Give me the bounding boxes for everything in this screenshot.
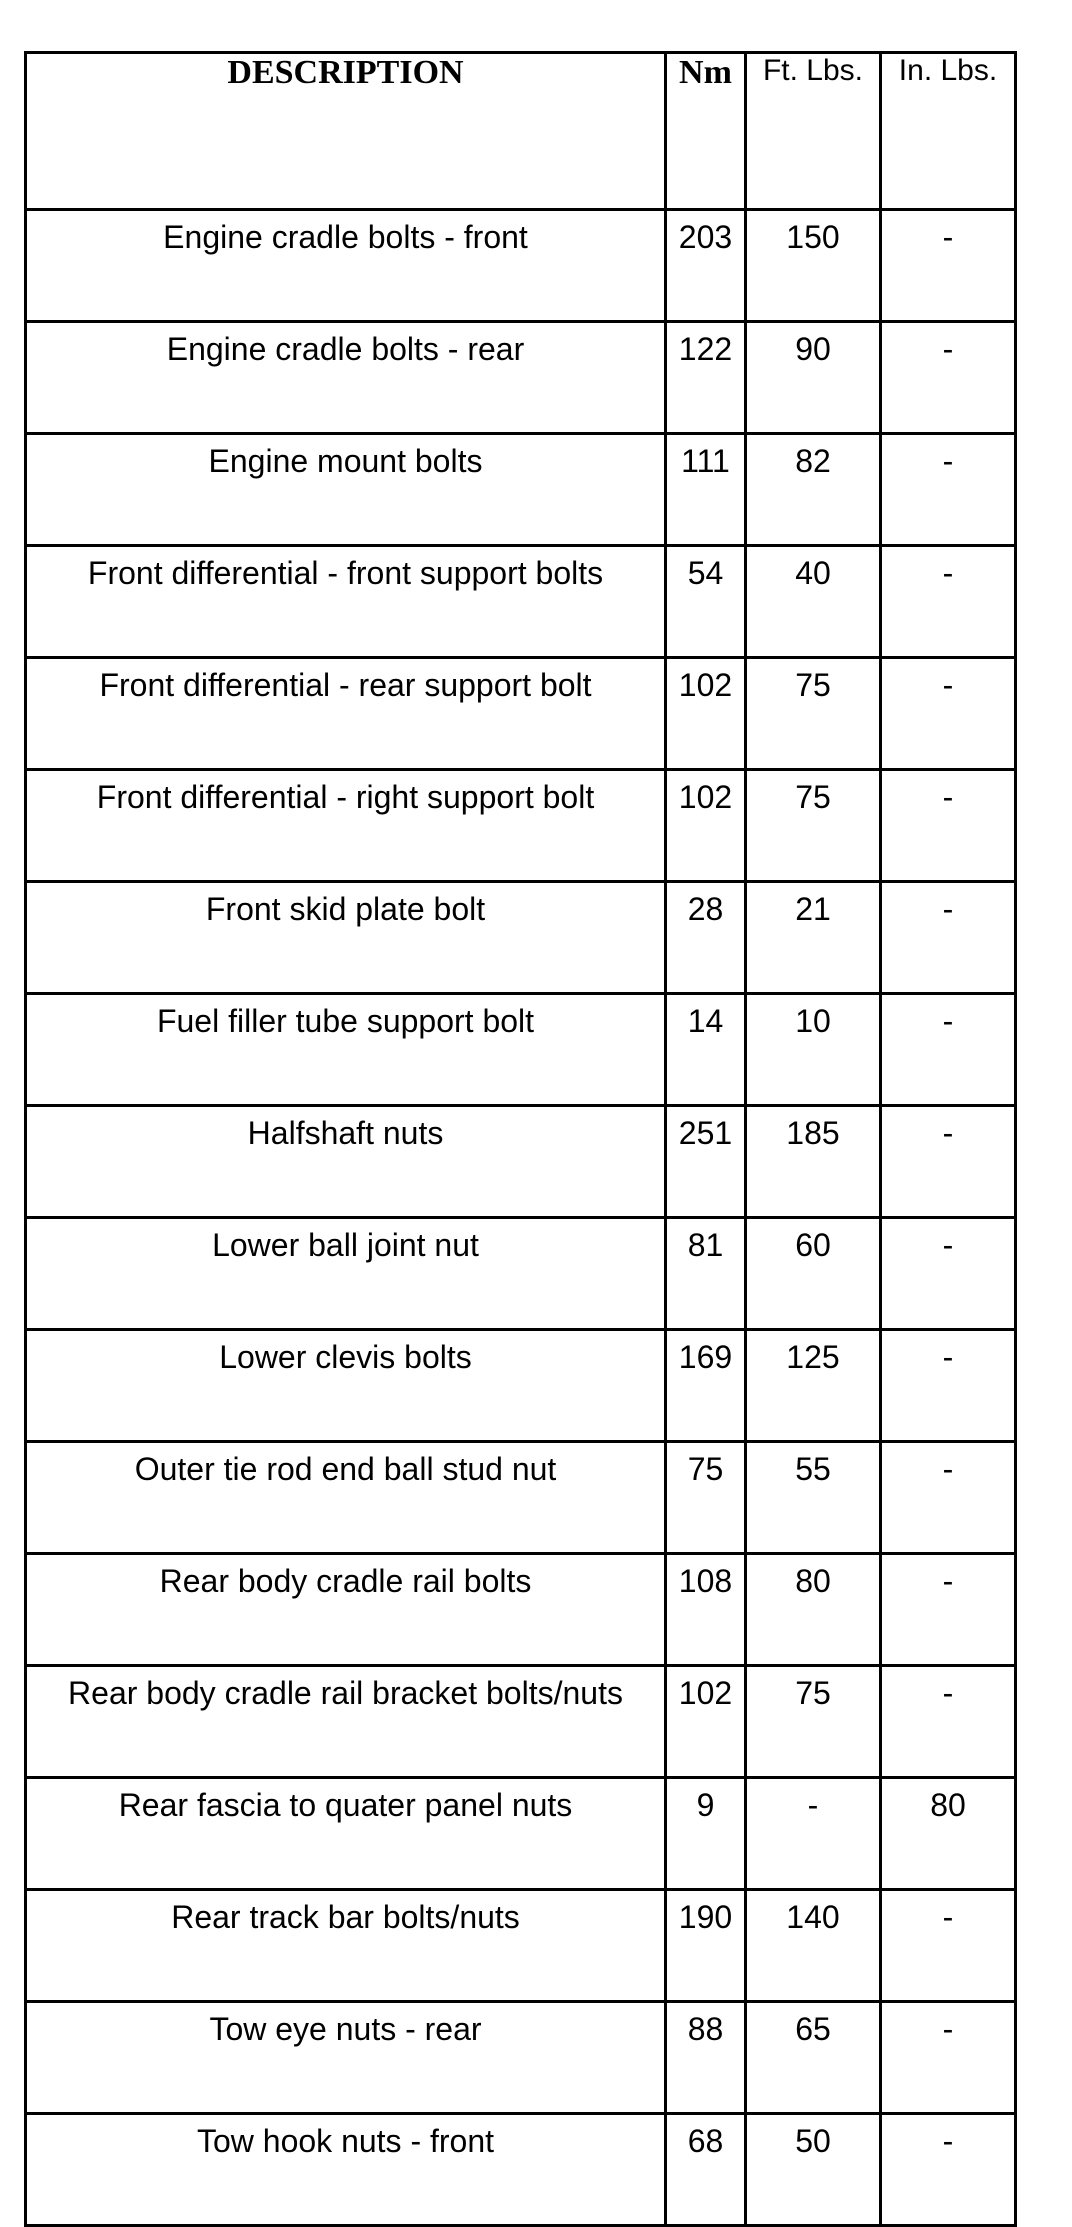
column-header-ft-lbs: Ft. Lbs. — [746, 53, 881, 210]
cell-in-lbs: - — [881, 1890, 1016, 2002]
cell-nm: 111 — [666, 434, 746, 546]
table-row — [26, 658, 1016, 770]
cell-ft-lbs: 125 — [746, 1330, 881, 1442]
cell-in-lbs: - — [881, 1330, 1016, 1442]
table-row — [26, 1218, 1016, 1330]
cell-in-lbs: - — [881, 1106, 1016, 1218]
cell-in-lbs: - — [881, 546, 1016, 658]
cell-ft-lbs: 21 — [746, 882, 881, 994]
table-body — [26, 210, 1016, 2226]
table-row — [26, 1330, 1016, 1442]
cell-ft-lbs: 60 — [746, 1218, 881, 1330]
cell-ft-lbs: 50 — [746, 2114, 881, 2226]
cell-description: Tow hook nuts - front — [26, 2114, 666, 2226]
cell-description: Rear body cradle rail bolts — [26, 1554, 666, 1666]
cell-description: Front differential - front support bolts — [26, 546, 666, 658]
cell-ft-lbs: 90 — [746, 322, 881, 434]
column-header-in-lbs: In. Lbs. — [881, 53, 1016, 210]
table-row — [26, 434, 1016, 546]
cell-in-lbs: - — [881, 1218, 1016, 1330]
cell-description: Lower ball joint nut — [26, 1218, 666, 1330]
cell-description: Engine cradle bolts - front — [26, 210, 666, 322]
cell-description: Front differential - rear support bolt — [26, 658, 666, 770]
table-row — [26, 770, 1016, 882]
cell-nm: 14 — [666, 994, 746, 1106]
cell-description: Outer tie rod end ball stud nut — [26, 1442, 666, 1554]
table-row — [26, 2002, 1016, 2114]
cell-nm: 102 — [666, 658, 746, 770]
cell-nm: 122 — [666, 322, 746, 434]
cell-in-lbs: - — [881, 2114, 1016, 2226]
column-header-nm: Nm — [666, 53, 746, 210]
cell-nm: 68 — [666, 2114, 746, 2226]
cell-description: Tow eye nuts - rear — [26, 2002, 666, 2114]
cell-ft-lbs: 185 — [746, 1106, 881, 1218]
cell-in-lbs: - — [881, 2002, 1016, 2114]
table-row — [26, 210, 1016, 322]
table-row — [26, 994, 1016, 1106]
cell-ft-lbs: 75 — [746, 1666, 881, 1778]
cell-ft-lbs: 80 — [746, 1554, 881, 1666]
table-row — [26, 1890, 1016, 2002]
cell-description: Front skid plate bolt — [26, 882, 666, 994]
table-row — [26, 1554, 1016, 1666]
cell-in-lbs: - — [881, 210, 1016, 322]
cell-in-lbs: - — [881, 1442, 1016, 1554]
cell-nm: 9 — [666, 1778, 746, 1890]
table-row — [26, 1106, 1016, 1218]
cell-description: Rear track bar bolts/nuts — [26, 1890, 666, 2002]
cell-ft-lbs: 150 — [746, 210, 881, 322]
cell-ft-lbs: 10 — [746, 994, 881, 1106]
cell-description: Fuel filler tube support bolt — [26, 994, 666, 1106]
cell-ft-lbs: 40 — [746, 546, 881, 658]
cell-in-lbs: - — [881, 1666, 1016, 1778]
column-header-description: DESCRIPTION — [26, 53, 666, 210]
cell-nm: 108 — [666, 1554, 746, 1666]
torque-spec-table — [24, 51, 1017, 2227]
cell-ft-lbs: 75 — [746, 658, 881, 770]
cell-in-lbs: - — [881, 322, 1016, 434]
cell-nm: 169 — [666, 1330, 746, 1442]
cell-in-lbs: - — [881, 1554, 1016, 1666]
cell-in-lbs: - — [881, 770, 1016, 882]
table-row — [26, 882, 1016, 994]
cell-in-lbs: - — [881, 994, 1016, 1106]
cell-description: Front differential - right support bolt — [26, 770, 666, 882]
cell-nm: 251 — [666, 1106, 746, 1218]
cell-nm: 28 — [666, 882, 746, 994]
cell-nm: 102 — [666, 770, 746, 882]
table-row — [26, 1778, 1016, 1890]
table-row — [26, 1442, 1016, 1554]
cell-description: Engine mount bolts — [26, 434, 666, 546]
header-row — [26, 53, 1016, 210]
cell-nm: 88 — [666, 2002, 746, 2114]
cell-description: Rear fascia to quater panel nuts — [26, 1778, 666, 1890]
cell-nm: 75 — [666, 1442, 746, 1554]
cell-in-lbs: 80 — [881, 1778, 1016, 1890]
cell-nm: 102 — [666, 1666, 746, 1778]
table-row — [26, 2114, 1016, 2226]
cell-ft-lbs: 140 — [746, 1890, 881, 2002]
cell-description: Halfshaft nuts — [26, 1106, 666, 1218]
cell-ft-lbs: - — [746, 1778, 881, 1890]
table-row — [26, 322, 1016, 434]
cell-nm: 81 — [666, 1218, 746, 1330]
cell-ft-lbs: 75 — [746, 770, 881, 882]
cell-ft-lbs: 55 — [746, 1442, 881, 1554]
cell-in-lbs: - — [881, 882, 1016, 994]
cell-nm: 203 — [666, 210, 746, 322]
cell-description: Rear body cradle rail bracket bolts/nuts — [26, 1666, 666, 1778]
cell-in-lbs: - — [881, 434, 1016, 546]
cell-description: Lower clevis bolts — [26, 1330, 666, 1442]
table-row — [26, 546, 1016, 658]
cell-nm: 190 — [666, 1890, 746, 2002]
cell-ft-lbs: 65 — [746, 2002, 881, 2114]
table-row — [26, 1666, 1016, 1778]
cell-ft-lbs: 82 — [746, 434, 881, 546]
cell-nm: 54 — [666, 546, 746, 658]
cell-in-lbs: - — [881, 658, 1016, 770]
cell-description: Engine cradle bolts - rear — [26, 322, 666, 434]
